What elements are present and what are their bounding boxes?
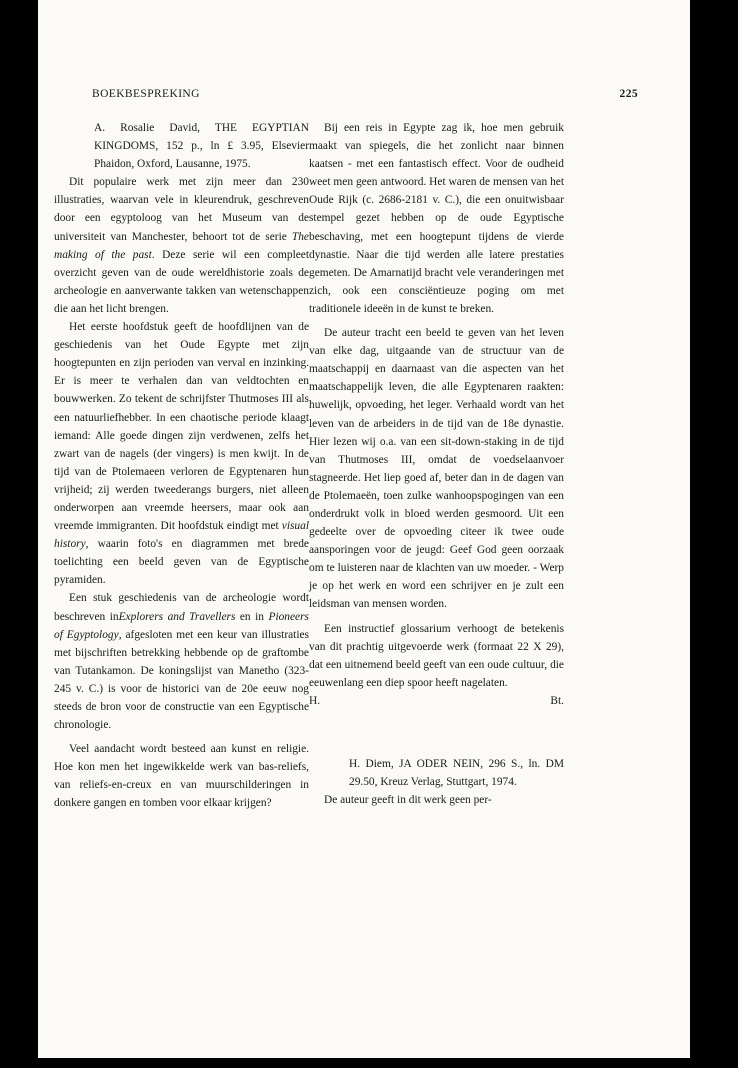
chapter-title: Explorers and Travellers [118, 610, 236, 623]
page-number: 225 [619, 88, 638, 100]
book-citation: H. Diem, JA ODER NEIN, 296 S., ln. DM 29.50, Kreuz Verlag, Stuttgart, 1974. [349, 758, 564, 789]
series-title: The making of the past [54, 230, 309, 261]
book-citation: A. Rosalie David, THE EGYPTIAN KINGDOMS, 152 p., ln £ 3.95, Elsevier Phaidon, Oxford, Lausanne, 1975. [94, 122, 309, 171]
scan-border-bottom [0, 1058, 738, 1068]
section-title: BOEKBESPREKING [92, 88, 200, 100]
paragraph: De auteur tracht een beeld te geven van het leven van elke dag, uitgaande van de structuur van de maatschappij en daarnaast van die aspecten van het maatschappelijk leven, die alle Egyptenaren raakten: huwelijk, opvoeding, het leger. Verhaald wordt van het leven van de arbeiders in de tijd van de 18e dynastie. Hier lezen wij o.a. van een sit-down-staking in de tijd van Thutmoses III, omdat de voedselaanvoer stagneerde. Het liep goed af, beter dan in de dagen van de Ptolemaeën, toen zulke wanhoopspogingen van een onderdrukt volk in bloed werden gesmoord. Uit een gedeelte over de opvoeding citeer ik twee oude aansporingen voor de jeugd: Geef God geen oorzaak om te luisteren naar de klachten van uw moeder. - Werp je op het werk en word een schrijver en je zult een leidsman van mensen worden. [309, 327, 564, 611]
paragraph: Bij een reis in Egypte zag ik, hoe men gebruik maakt van spiegels, die het zonlicht naar binnen kaatsen - met een fantastisch effect. Voor de oudheid weet men geen antwoord. Het waren de mensen van het Oude Rijk (c. 2686-2181 v. C.), die een onuitwisbaar stempel gezet hebben op de oude Egyptische beschaving, met een hoogtepunt tijdens de vierde dynastie. Naar die tijd werden alle latere prestaties gemeten. De Amarnatijd bracht vele veranderingen met zich, ook een consciëntieuze poging om met traditionele ideeën in de kunst te breken. [309, 122, 564, 315]
paragraph: Dit populaire werk met zijn meer dan 230 illustraties, waarvan vele in kleurendruk, geschreven door een egyptoloog van het Museum van de universiteit van Manchester, behoort tot de serie The making of the past. Deze serie wil een compleet overzicht geven van de oude wereldhistorie zoals de archeologie en aanverwante takken van wetenschappen die aan het licht brengen. [54, 176, 310, 315]
review-signature [309, 692, 564, 710]
paragraph: Het eerste hoofdstuk geeft de hoofdlijnen van de geschiedenis van het Oude Egypte met zijn hoogtepunten en zijn perioden van verval en inzinking. Er is meer te verhalen dan van veldtochten en bouwwerken. Zo tekent de schrijfster Thutmoses III als een natuurliefhebber. In een chaotische periode klaagt iemand: Alle goede dingen zijn verdwenen, zelfs het zwart van de nagels (der vingers) is men kwijt. In de tijd van de Ptolemaeen verloren de Egyptenaren hun vrijheid; zij werden tweederangs burgers, niet alleen onderworpen aan vreemde heersers, maar ook aan vreemde immigranten. Dit hoofdstuk eindigt met visual history, waarin foto's en diagrammen met brede toelichting een beeld geven van de Egyptische pyramiden. [54, 321, 309, 587]
left-column [54, 119, 309, 813]
paragraph: Een instructief glossarium verhoogt de betekenis van dit prachtig uitgevoerde werk (formaat 22 X 29), dat een uitnemend beeld geeft van een oude cultuur, die eeuwenlang een diep spoor heeft nagelaten. [309, 622, 564, 689]
paragraph: Een stuk geschiedenis van de archeologie wordt beschreven inExplorers and Travellers en in Pioneers of Egyptology, afgesloten met een keur van illustraties met bijschriften betrekking hebbende op de graftombe van Tutankamon. De koningslijst van Manetho (323-245 v. C.) is voor de historici van de 20e eeuw nog steeds de bron voor de constructie van een Egyptische chronologie. [54, 592, 309, 732]
chapter-title: Pioneers of Egyptology [54, 610, 309, 641]
chapter-title: visual history [54, 520, 309, 551]
scan-border-right [690, 0, 738, 1068]
reviewer-initial: H. [309, 694, 321, 707]
right-column [309, 119, 564, 809]
scan-border-left [0, 0, 38, 1068]
paragraph: De auteur geeft in dit werk geen per- [324, 794, 492, 807]
reviewer-initials: Bt. [550, 694, 564, 707]
paragraph: Veel aandacht wordt besteed aan kunst en religie. Hoe kon men het ingewikkelde werk van bas-reliefs, van reliefs-en-creux en van muurschilderingen in donkere gangen en tomben voor elkaar krijgen? [54, 743, 309, 810]
